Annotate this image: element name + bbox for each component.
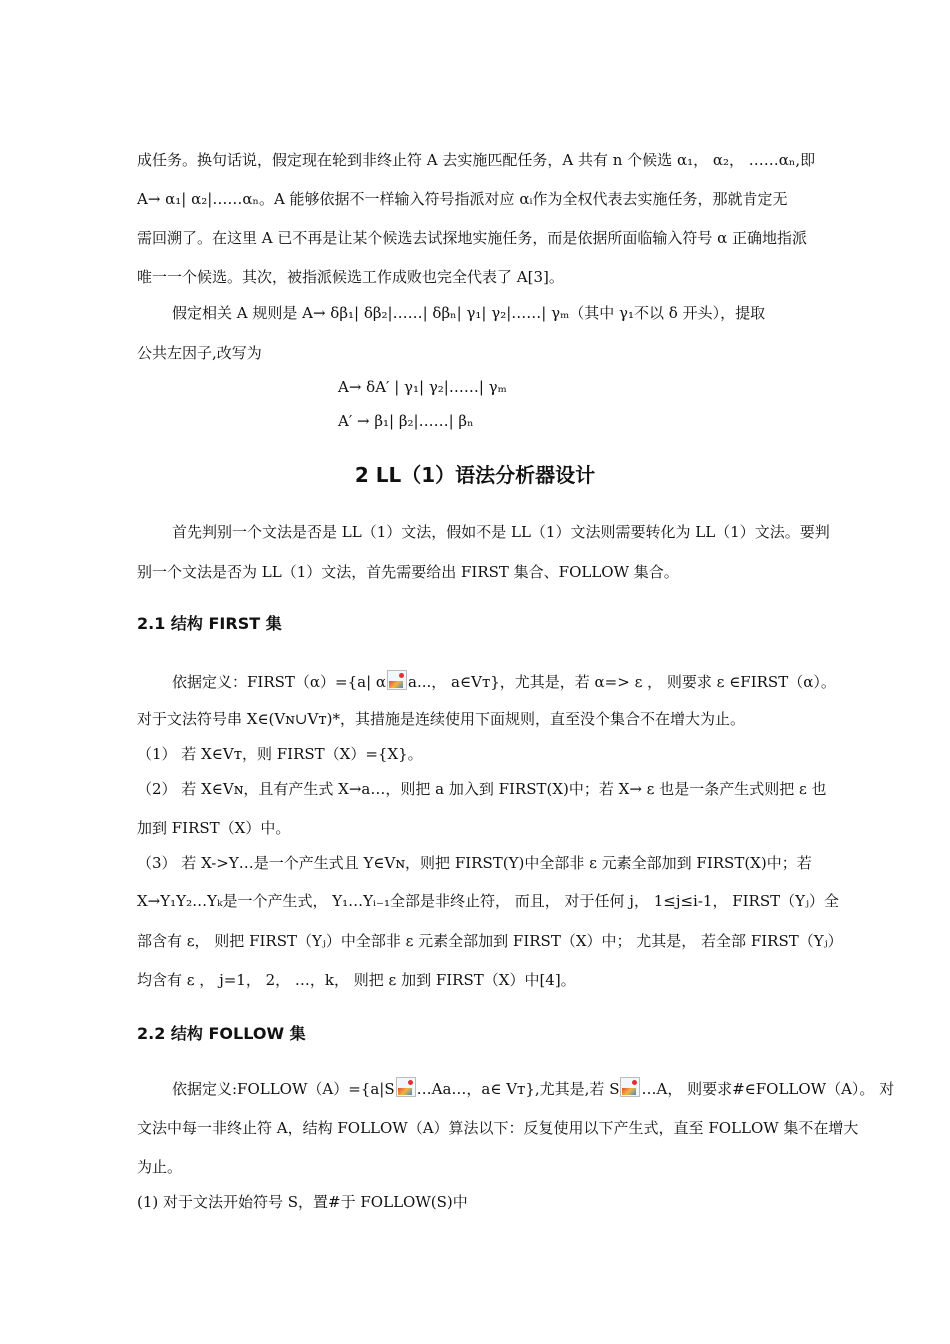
body-text-line: 成任务。换句话说，假定现在轮到非终止符 A 去实施匹配任务，A 共有 n 个候选 α₁， α₂， ……αₙ,即 — [137, 151, 816, 169]
body-text-line: 别一个文法是否为 LL（1）文法，首先需要给出 FIRST 集合、FOLLOW 集合。 — [137, 563, 679, 581]
formula-line: A′ → β₁| β₂|……| βₙ — [338, 412, 474, 430]
body-text-line: 均含有 ε ， j=1， 2， …，k， 则把 ε 加到 FIRST（X）中[4]。 — [137, 971, 576, 989]
body-text-line: 文法中每一非终止符 A，结构 FOLLOW（A）算法以下：反复使用以下产生式，直至 FOLLOW 集不在增大 — [137, 1119, 859, 1137]
body-text-line: 对于文法符号串 X∈(Vɴ∪Vт)*，其措施是连续使用下面规则，直至没个集合不在增大为止。 — [137, 710, 745, 728]
broken-image-icon — [396, 1077, 416, 1097]
definition-text: 依据定义：FIRST（α）={a| α — [172, 673, 387, 691]
rule-line: （1） 若 X∈Vт，则 FIRST（X）={X}。 — [137, 745, 423, 763]
section-heading: 2 LL（1）语法分析器设计 — [354, 463, 596, 487]
rule-line: （2） 若 X∈Vɴ，且有产生式 X→a…，则把 a 加入到 FIRST(X)中；若 X→ ε 也是一条产生式则把 ε 也 — [137, 780, 827, 798]
rule-line: （3） 若 X->Y…是一个产生式且 Y∈Vɴ，则把 FIRST(Y)中全部非 ε 元素全部加到 FIRST(X)中；若 — [137, 854, 812, 872]
body-text-line: 部含有 ε， 则把 FIRST（Yⱼ）中全部非 ε 元素全部加到 FIRST（X）中； 尤其是， 若全部 FIRST（Yⱼ） — [137, 932, 843, 950]
broken-image-icon — [620, 1077, 640, 1097]
body-text-line: 假定相关 A 规则是 A→ δβ₁| δβ₂|……| δβₙ| γ₁| γ₂|……| γₘ（其中 γ₁不以 δ 开头），提取 — [172, 304, 766, 322]
subsection-heading: 2.2 结构 FOLLOW 集 — [137, 1024, 306, 1043]
body-text-line: 为止。 — [137, 1158, 183, 1176]
body-text-line: X→Y₁Y₂…Yₖ是一个产生式， Y₁…Yᵢ₋₁全部是非终止符， 而且， 对于任何 j， 1≤j≤i-1， FIRST（Yⱼ）全 — [137, 892, 839, 910]
body-text-line: 需回溯了。在这里 A 已不再是让某个候选去试探地实施任务，而是依据所面临输入符号 α 正确地指派 — [137, 229, 808, 247]
body-text-line — [172, 670, 836, 692]
broken-image-icon — [387, 670, 407, 690]
definition-text: 依据定义:FOLLOW（A）={a|S — [172, 1080, 395, 1098]
definition-text: …A， 则要求#∈FOLLOW（A）。 对 — [641, 1080, 895, 1098]
body-text-line: 首先判别一个文法是否是 LL（1）文法，假如不是 LL（1）文法则需要转化为 LL（1）文法。要判 — [172, 523, 830, 541]
body-text-line: 唯一一个候选。其次，被指派候选工作成败也完全代表了 A[3]。 — [137, 268, 564, 286]
formula-line: A→ δA′ | γ₁| γ₂|……| γₘ — [338, 378, 507, 396]
definition-text: a...， a∈Vт}，尤其是，若 α=> ε ， 则要求 ε ∈FIRST（α）。 — [408, 673, 836, 691]
subsection-heading: 2.1 结构 FIRST 集 — [137, 614, 282, 633]
body-text-line — [172, 1079, 894, 1099]
definition-text: …Aa…，a∈ Vт},尤其是,若 S — [416, 1080, 620, 1098]
rule-line: (1) 对于文法开始符号 S，置#于 FOLLOW(S)中 — [137, 1193, 468, 1211]
body-text-line: 加到 FIRST（X）中。 — [137, 819, 291, 837]
body-text-line: 公共左因子,改写为 — [137, 344, 262, 362]
body-text-line: A→ α₁| α₂|……αₙ。A 能够依据不一样输入符号指派对应 αᵢ作为全权代表去实施任务，那就肯定无 — [137, 190, 788, 208]
